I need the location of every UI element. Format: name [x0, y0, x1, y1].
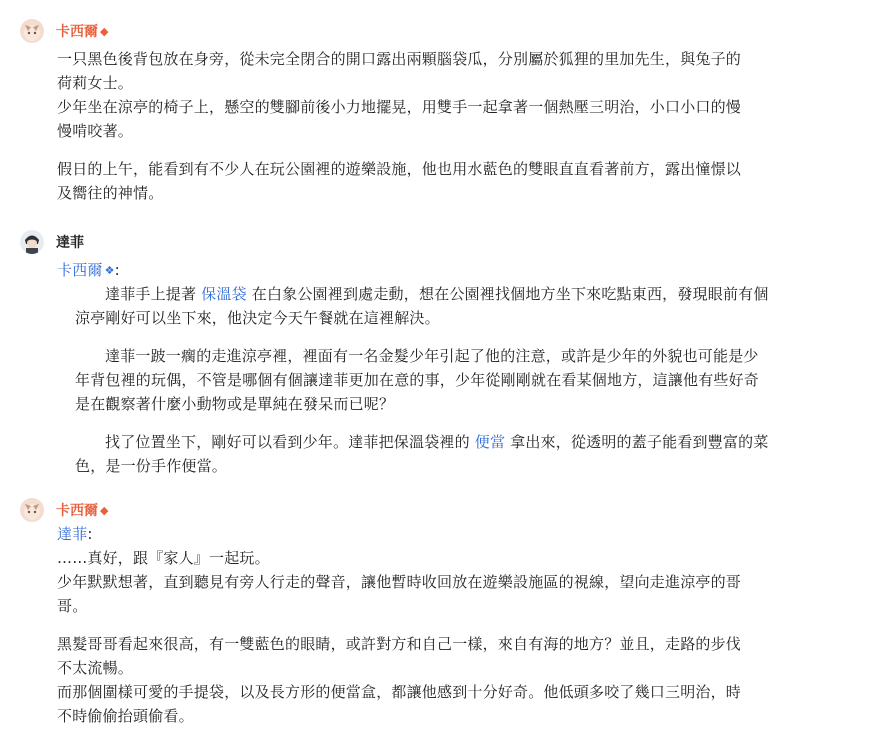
text-line: 色，是一份手作便當。 — [75, 457, 228, 475]
post-2-body — [57, 258, 847, 478]
text-line: 黑髮哥哥看起來很高，有一雙藍色的眼睛，或許對方和自己一樣，來自有海的地方？並且，走路的步伐 — [57, 635, 742, 653]
quote-colon: : — [114, 261, 120, 279]
text-line: 達菲一跛一瘸的走進涼亭裡，裡面有一名金髮少年引起了他的注意，或許是少年的外貌也可能是少 — [105, 347, 759, 365]
author-badge-icon: ◆ — [100, 504, 109, 517]
text-line: 不時偷偷抬頭偷看。 — [57, 707, 194, 725]
post-2-author[interactable]: 達菲 — [56, 235, 84, 251]
text-line: 不太流暢。 — [57, 659, 134, 677]
post-1-author[interactable] — [56, 21, 108, 41]
item-link-bento[interactable]: 便當 — [474, 433, 506, 451]
text-line: 少年坐在涼亭的椅子上，懸空的雙腳前後小力地擺晃，用雙手一起拿著一個熱壓三明治，小口小口的慢 — [57, 98, 742, 116]
quote-header — [57, 258, 847, 282]
post-1-body — [57, 47, 847, 205]
text-fragment: 達菲手上提著 — [105, 285, 202, 303]
author-name[interactable]: 卡西爾 — [56, 503, 98, 519]
author-name[interactable]: 卡西爾 — [56, 24, 98, 40]
text-fragment: 在白象公園裡到處走動，想在公園裡找個地方坐下來吃點東西，發現眼前有個 — [246, 285, 769, 303]
post-3-author[interactable] — [56, 500, 108, 520]
text-fragment: 找了位置坐下，剛好可以看到少年。達菲把保溫袋裡的 — [105, 433, 475, 451]
text-line: 年背包裡的玩偶，不管是哪個有個讓達菲更加在意的事，少年從剛剛就在看某個地方，這讓他有些好奇 — [75, 371, 760, 389]
text-line — [75, 430, 847, 454]
post-3-body — [57, 522, 847, 728]
quoted-author-name[interactable]: 卡西爾 — [57, 261, 103, 279]
text-line: 及嚮往的神情。 — [57, 184, 164, 202]
text-line — [75, 282, 847, 306]
text-line: 荷莉女士。 — [57, 74, 134, 92]
quote-colon: : — [87, 525, 93, 543]
post-1-header — [20, 17, 108, 45]
quote-body — [57, 282, 847, 478]
quoted-author-badge-icon: ❖ — [104, 264, 115, 277]
text-line: ……真好，跟『家人』一起玩。 — [57, 549, 270, 567]
text-line: 是在觀察著什麼小動物或是單純在發呆而已呢？ — [75, 395, 395, 413]
text-line: 涼亭剛好可以坐下來，他決定今天午餐就在這裡解決。 — [75, 309, 440, 327]
avatar-portrait-icon[interactable] — [20, 230, 44, 254]
avatar-cat-icon[interactable] — [20, 19, 44, 43]
avatar-cat-icon[interactable] — [20, 498, 44, 522]
post-3-header — [20, 496, 108, 524]
text-line: 一只黑色後背包放在身旁，從未完全閉合的開口露出兩顆腦袋瓜，分別屬於狐狸的里加先生，與兔子的 — [57, 50, 742, 68]
quoted-author-link[interactable]: 達菲 — [57, 525, 88, 543]
item-link-thermal-bag[interactable]: 保溫袋 — [201, 285, 247, 303]
text-line: 假日的上午，能看到有不少人在玩公園裡的遊樂設施，他也用水藍色的雙眼直直看著前方，露出憧憬以 — [57, 160, 742, 178]
post-2-header — [20, 228, 84, 256]
text-line: 哥。 — [57, 597, 88, 615]
text-line: 慢啃咬著。 — [57, 122, 134, 140]
quote-header — [57, 522, 847, 546]
quoted-author-link[interactable] — [57, 261, 115, 279]
text-line: 少年默默想著，直到聽見有旁人行走的聲音，讓他暫時收回放在遊樂設施區的視線，望向走進涼亭的哥 — [57, 573, 742, 591]
author-badge-icon: ◆ — [100, 25, 109, 38]
text-fragment: 拿出來，從透明的蓋子能看到豐富的菜 — [505, 433, 769, 451]
text-line: 而那個圍樣可愛的手提袋，以及長方形的便當盒，都讓他感到十分好奇。他低頭多咬了幾口三明治，時 — [57, 683, 742, 701]
